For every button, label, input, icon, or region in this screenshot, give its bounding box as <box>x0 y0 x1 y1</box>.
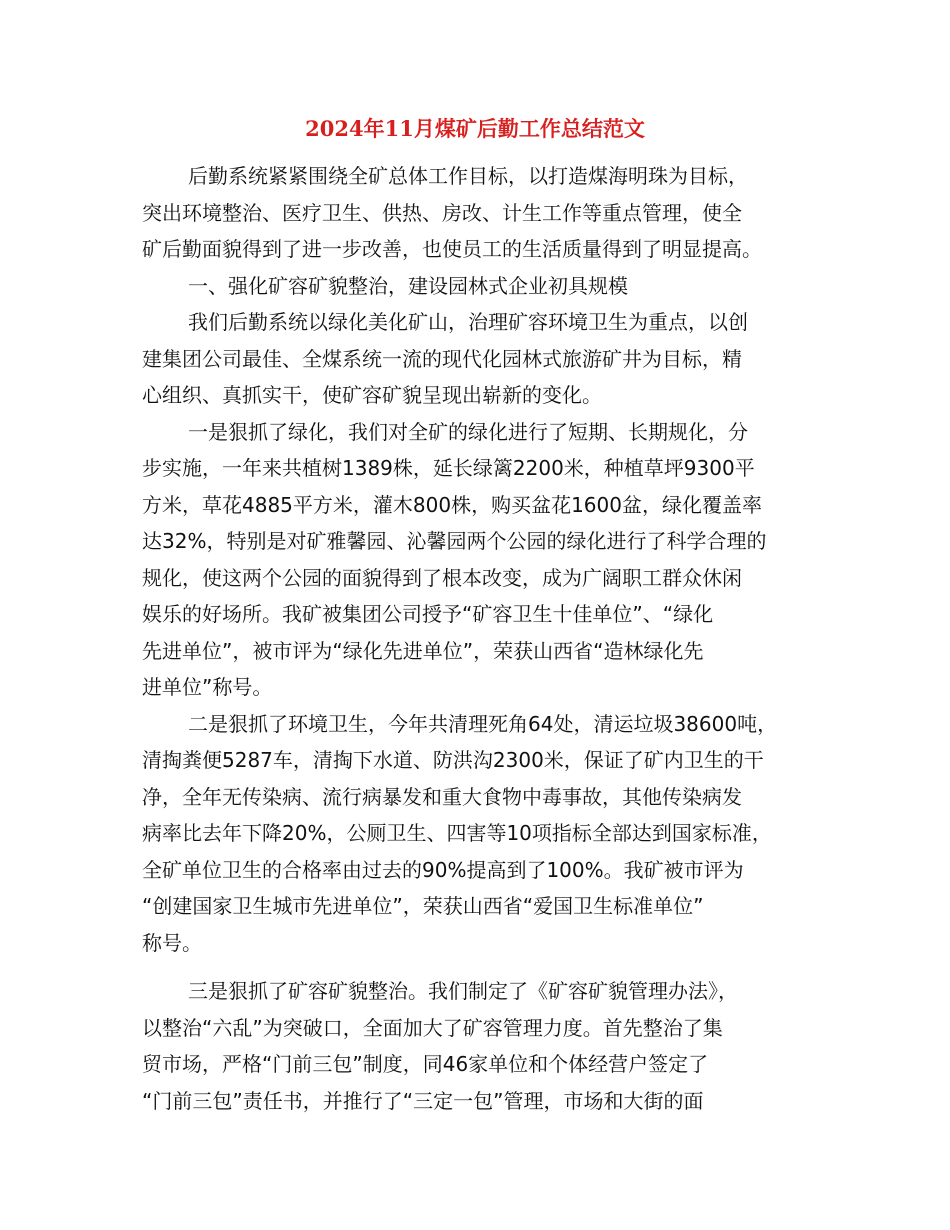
text-line: 方米，草花4885平方米，灌木800株，购买盆花1600盆，绿化覆盖率 <box>142 492 762 517</box>
paragraph-appearance <box>142 973 810 1119</box>
text-line: 贸市场，严格“门前三包”制度，同46家单位和个体经营户签定了 <box>142 1052 709 1076</box>
text-line: 矿后勤面貌得到了进一步改善，也使员工的生活质量得到了明显提高。 <box>142 237 762 261</box>
text-line: 步实施，一年来共植树1389株，延长绿篱2200米，种植草坪9300平 <box>142 456 755 480</box>
section-heading <box>142 268 810 305</box>
text-line: 一是狠抓了绿化，我们对全矿的绿化进行了短期、长期规化，分 <box>188 419 748 444</box>
text-line: 规化，使这两个公园的面貌得到了根本改变，成为广阔职工群众休闲 <box>142 565 742 590</box>
text-line: 建集团公司最佳、全煤系统一流的现代化园林式旅游矿井为目标，精 <box>142 346 742 371</box>
text-line: 二是狠抓了环境卫生，今年共清理死角64处，清运垃圾38600吨， <box>188 711 778 736</box>
text-line: 心组织、真抓实干，使矿容矿貌呈现出崭新的变化。 <box>142 383 602 407</box>
text-line: “门前三包”责任书，并推行了“三定一包”管理，市场和大街的面 <box>142 1088 704 1113</box>
text-line: 以整治“六乱”为突破口，全面加大了矿容管理力度。首先整治了集 <box>142 1015 723 1040</box>
document-title: 2024年11月煤矿后勤工作总结范文 <box>305 116 645 141</box>
text-line: 病率比去年下降20%，公厕卫生、四害等10项指标全部达到国家标准， <box>142 821 772 845</box>
text-line: 清掏粪便5287车，清掏下水道、防洪沟2300米，保证了矿内卫生的干 <box>142 748 764 772</box>
text-line: 先进单位”，被市评为“绿化先进单位”，荣获山西省“造林绿化先 <box>142 638 704 663</box>
text-line: 称号。 <box>142 930 202 955</box>
document-body <box>142 158 810 1119</box>
paragraph-intro <box>142 158 810 268</box>
text-line: 我们后勤系统以绿化美化矿山，治理矿容环境卫生为重点，以创 <box>188 310 748 334</box>
text-line: 突出环境整治、医疗卫生、供热、房改、计生工作等重点管理，使全 <box>142 200 742 225</box>
text-line: 三是狠抓了矿容矿貌整治。我们制定了《矿容矿貌管理办法》， <box>188 979 738 1003</box>
text-line: “创建国家卫生城市先进单位”，荣获山西省“爱国卫生标准单位” <box>142 894 704 918</box>
paragraph-section-intro <box>142 304 810 414</box>
text-line: 全矿单位卫生的合格率由过去的90%提高到了100%。我矿被市评为 <box>142 857 744 882</box>
paragraph-gap <box>142 961 810 973</box>
text-line: 一、强化矿容矿貌整治，建设园林式企业初具规模 <box>188 273 628 298</box>
text-line: 达32%，特别是对矿雅馨园、沁馨园两个公园的绿化进行了科学合理的 <box>142 529 767 553</box>
paragraph-sanitation <box>142 706 810 962</box>
text-line: 娱乐的好场所。我矿被集团公司授予“矿容卫生十佳单位”、“绿化 <box>142 602 714 626</box>
paragraph-greening <box>142 414 810 706</box>
text-line: 净，全年无传染病、流行病暴发和重大食物中毒事故，其他传染病发 <box>142 784 742 809</box>
text-line: 后勤系统紧紧围绕全矿总体工作目标，以打造煤海明珠为目标， <box>188 164 748 188</box>
text-line: 进单位”称号。 <box>142 675 273 699</box>
